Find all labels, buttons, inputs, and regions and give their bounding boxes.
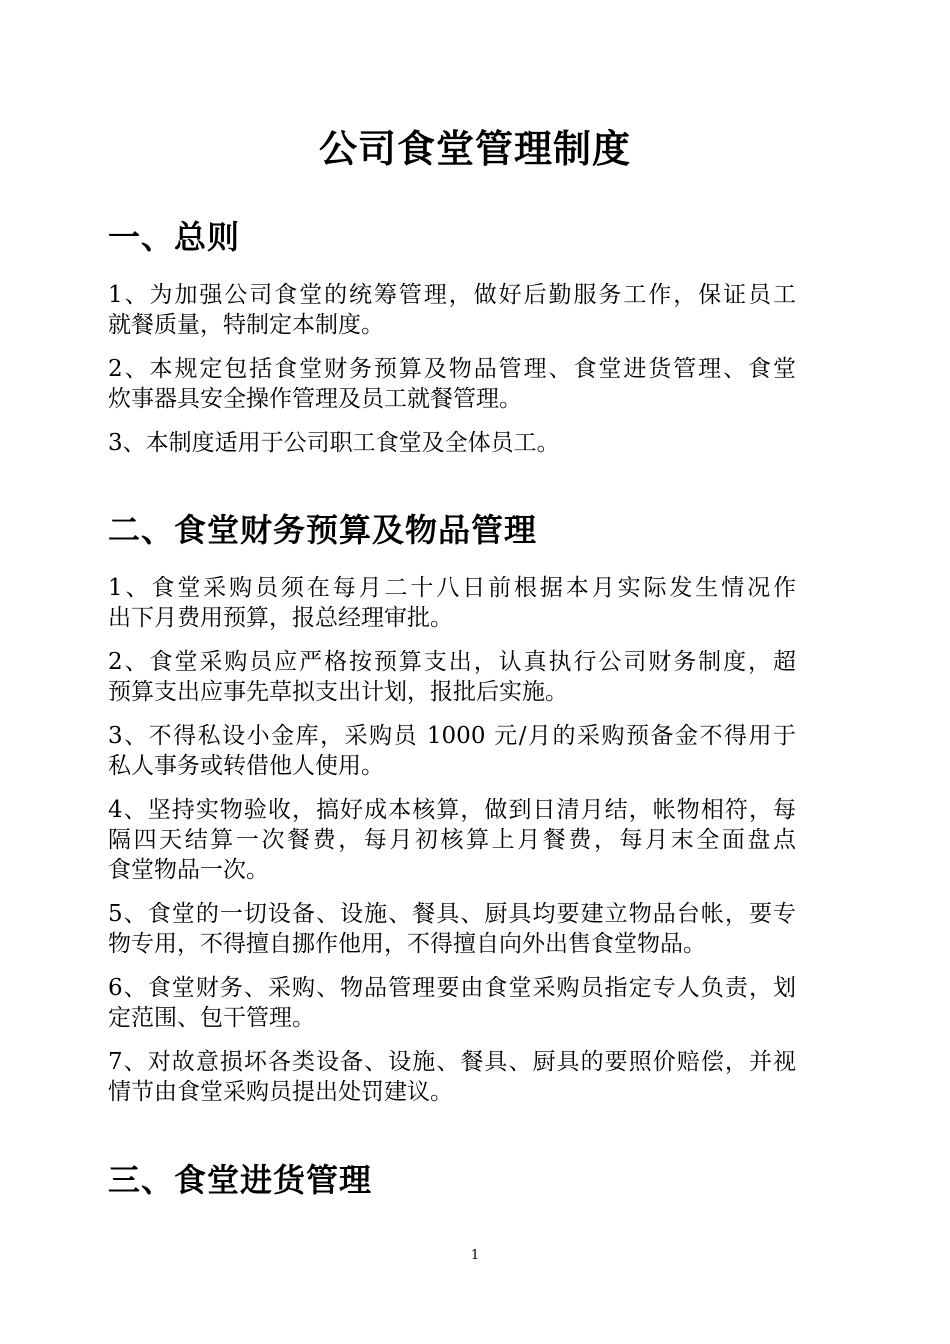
text-line: 1、为加强公司食堂的统筹管理，做好后勤服务工作，保证员工 xyxy=(108,282,796,308)
document-title: 公司食堂管理制度 xyxy=(318,126,631,171)
text-line: 情节由食堂采购员提出处罚建议。 xyxy=(108,1079,453,1105)
text-line: 炊事器具安全操作管理及员工就餐管理。 xyxy=(108,386,522,412)
text-line: 6、食堂财务、采购、物品管理要由食堂采购员指定专人负责，划 xyxy=(108,975,796,1001)
paragraph xyxy=(108,721,808,781)
paragraph xyxy=(108,899,808,959)
text-line: 1、食堂采购员须在每月二十八日前根据本月实际发生情况作 xyxy=(108,575,796,601)
text-line: 私人事务或转借他人使用。 xyxy=(108,753,384,779)
paragraph xyxy=(108,354,808,414)
section-2 xyxy=(108,505,808,1121)
text-line: 7、对故意损坏各类设备、设施、餐具、厨具的要照价赔偿，并视 xyxy=(108,1049,796,1075)
text-line: 物专用，不得擅自挪作他用，不得擅自向外出售食堂物品。 xyxy=(108,931,706,957)
paragraph xyxy=(108,573,808,633)
paragraph xyxy=(108,1047,808,1107)
section-1 xyxy=(108,212,808,472)
text-line: 食堂物品一次。 xyxy=(108,857,269,883)
section-heading: 一、总则 xyxy=(108,218,241,256)
text-line: 预算支出应事先草拟支出计划，报批后实施。 xyxy=(108,679,568,705)
text-line: 定范围、包干管理。 xyxy=(108,1005,315,1031)
text-line: 隔四天结算一次餐费，每月初核算上月餐费，每月末全面盘点 xyxy=(108,827,796,853)
text-line: 5、食堂的一切设备、设施、餐具、厨具均要建立物品台帐，要专 xyxy=(108,901,796,927)
paragraph xyxy=(108,795,808,885)
section-3 xyxy=(108,1155,808,1223)
text-line: 2、食堂采购员应严格按预算支出，认真执行公司财务制度，超 xyxy=(108,649,796,675)
text-line: 2、本规定包括食堂财务预算及物品管理、食堂进货管理、食堂 xyxy=(108,356,796,382)
paragraph xyxy=(108,973,808,1033)
paragraph xyxy=(108,280,808,340)
section-heading: 二、食堂财务预算及物品管理 xyxy=(108,511,538,549)
text-line: 3、本制度适用于公司职工食堂及全体员工。 xyxy=(108,430,560,456)
paragraph xyxy=(108,428,808,458)
section-heading: 三、食堂进货管理 xyxy=(108,1161,373,1199)
paragraph xyxy=(108,647,808,707)
text-line: 3、不得私设小金库，采购员 1000 元/月的采购预备金不得用于 xyxy=(108,723,796,749)
text-line: 4、坚持实物验收，搞好成本核算，做到日清月结，帐物相符，每 xyxy=(108,797,796,823)
text-line: 出下月费用预算，报总经理审批。 xyxy=(108,605,453,631)
text-line: 就餐质量，特制定本制度。 xyxy=(108,312,384,338)
page-number: 1 xyxy=(470,1248,480,1263)
